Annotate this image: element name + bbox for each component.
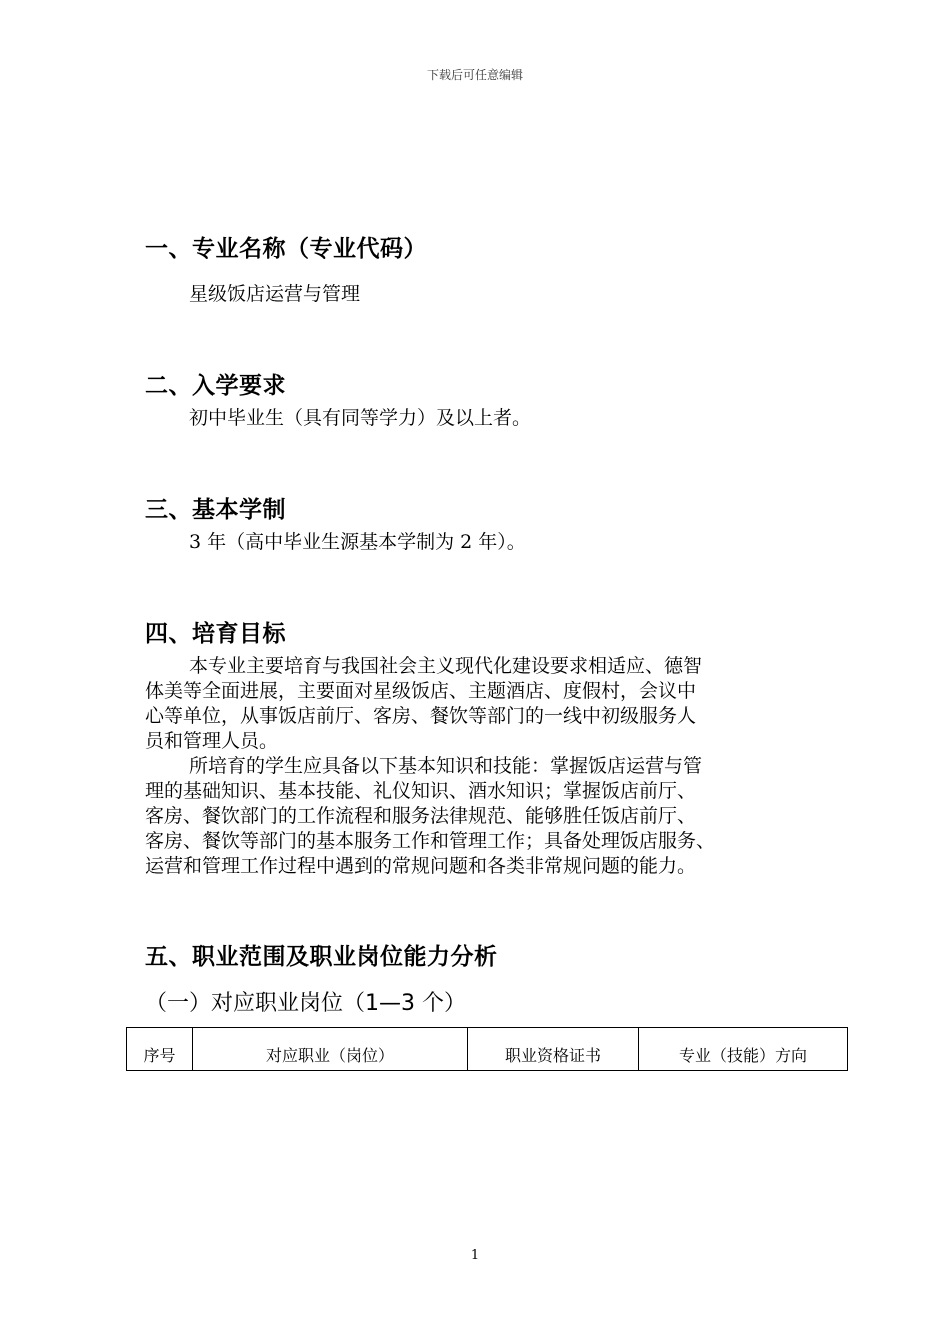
major-name-text: 星级饭店运营与管理 (189, 283, 361, 305)
section-heading-career-scope: 五、职业范围及职业岗位能力分析 (145, 944, 498, 970)
duration-text: 3 年（高中毕业生源基本学制为 2 年）。 (189, 531, 526, 553)
admission-text: 初中毕业生（具有同等学力）及以上者。 (189, 407, 532, 429)
paragraph-line: 本专业主要培育与我国社会主义现代化建设要求相适应、德智 (189, 655, 703, 677)
positions-table (126, 1027, 848, 1071)
table-header-row (127, 1028, 848, 1071)
paragraph-line: 所培育的学生应具备以下基本知识和技能：掌握饭店运营与管 (189, 755, 703, 777)
paragraph-line: 员和管理人员。 (145, 730, 279, 752)
column-header-serial: 序号 (127, 1028, 193, 1071)
objectives-paragraph-2 (145, 754, 845, 879)
column-header-certificate: 职业资格证书 (468, 1028, 639, 1071)
paragraph-line: 客房、餐饮部门的工作流程和服务法律规范、能够胜任饭店前厅、 (145, 805, 697, 827)
paragraph-line: 理的基础知识、基本技能、礼仪知识、酒水知识；掌握饭店前厅、 (145, 780, 697, 802)
page-number: 1 (470, 1248, 480, 1263)
column-header-direction: 专业（技能）方向 (639, 1028, 848, 1071)
section-heading-objectives: 四、培育目标 (145, 621, 286, 647)
paragraph-line: 体美等全面进展，主要面对星级饭店、主题酒店、度假村，会议中 (145, 680, 697, 702)
column-header-position: 对应职业（岗位） (193, 1028, 468, 1071)
objectives-paragraph-1 (145, 654, 845, 754)
paragraph-line: 客房、餐饮等部门的基本服务工作和管理工作；具备处理饭店服务、 (145, 830, 716, 852)
section-heading-duration: 三、基本学制 (145, 497, 286, 523)
paragraph-line: 运营和管理工作过程中遇到的常规问题和各类非常规问题的能力。 (145, 855, 697, 877)
subheading-positions: （一）对应职业岗位（1—3 个） (145, 991, 466, 1016)
paragraph-line: 心等单位，从事饭店前厅、客房、餐饮等部门的一线中初级服务人 (145, 705, 697, 727)
section-heading-admission: 二、入学要求 (145, 373, 286, 399)
section-heading-major-name: 一、专业名称（专业代码） (145, 236, 427, 262)
header-note: 下载后可任意编辑 (426, 68, 523, 82)
